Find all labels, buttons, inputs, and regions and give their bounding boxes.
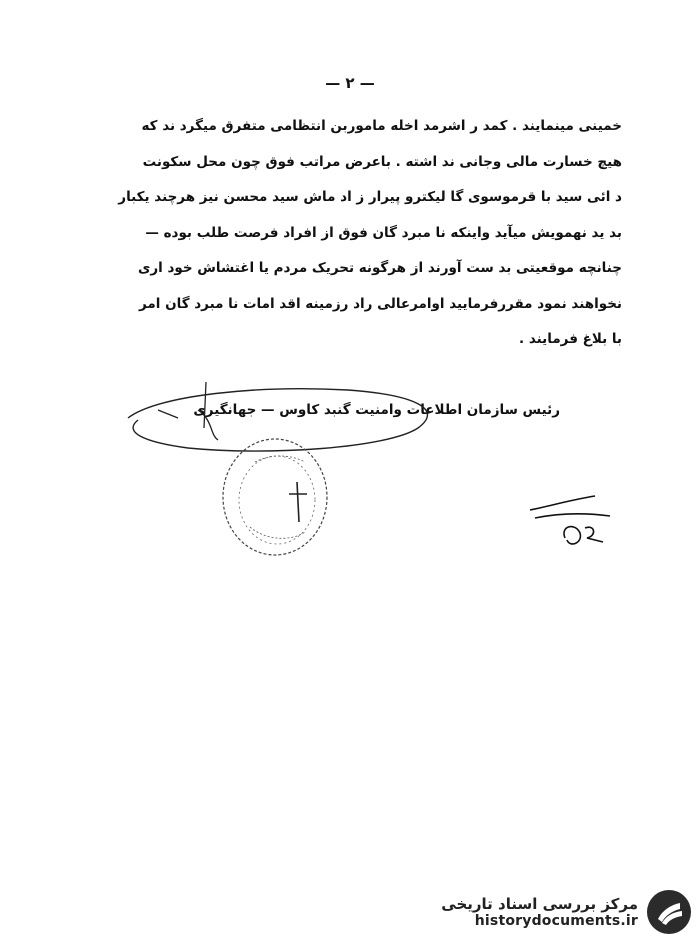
watermark-title: مرکز بررسی اسناد تاریخی bbox=[441, 895, 638, 913]
page-number: — ۲ — bbox=[325, 74, 375, 92]
text-line: هیچ خسارت مالی وجانی ند اشته . باعرض مراتب فوق چون محل سکونت bbox=[142, 153, 622, 170]
text-line: چنانچه موقعیتی بد ست آورند از هرگونه تحریک مردم یا اغتشاش خود اری bbox=[138, 260, 622, 276]
watermark-url: historydocuments.ir bbox=[474, 913, 638, 929]
book-pages-icon bbox=[646, 889, 692, 935]
signature-title: رئیس سازمان اطلاعات وامنیت گنبد کاوس — جهانگیری bbox=[193, 402, 560, 418]
body-text bbox=[82, 116, 622, 365]
handwritten-initials bbox=[525, 488, 615, 553]
text-line: خمینی مینمایند . کمد ر اشرمد اخله ماموربن انتظامی متفرق میگرد ند که bbox=[141, 118, 622, 134]
archive-watermark bbox=[392, 884, 692, 940]
text-line: نخواهند نمود مقررفرمایید اوامرعالی راد رزمینه اقد امات نا مبرد گان امر bbox=[139, 295, 622, 312]
text-line: با بلاغ فرمایند . bbox=[519, 331, 622, 347]
official-seal bbox=[215, 432, 335, 562]
text-line: بد ید نهمویش میآید واینکه نا مبرد گان فوق از افراد فرصت طلب بوده — bbox=[145, 224, 622, 241]
text-line: د ائی سید با قرموسوی گا لیکترو پیرار ز اد ماش سید محسن نیز هرچند یکبار bbox=[118, 189, 622, 205]
